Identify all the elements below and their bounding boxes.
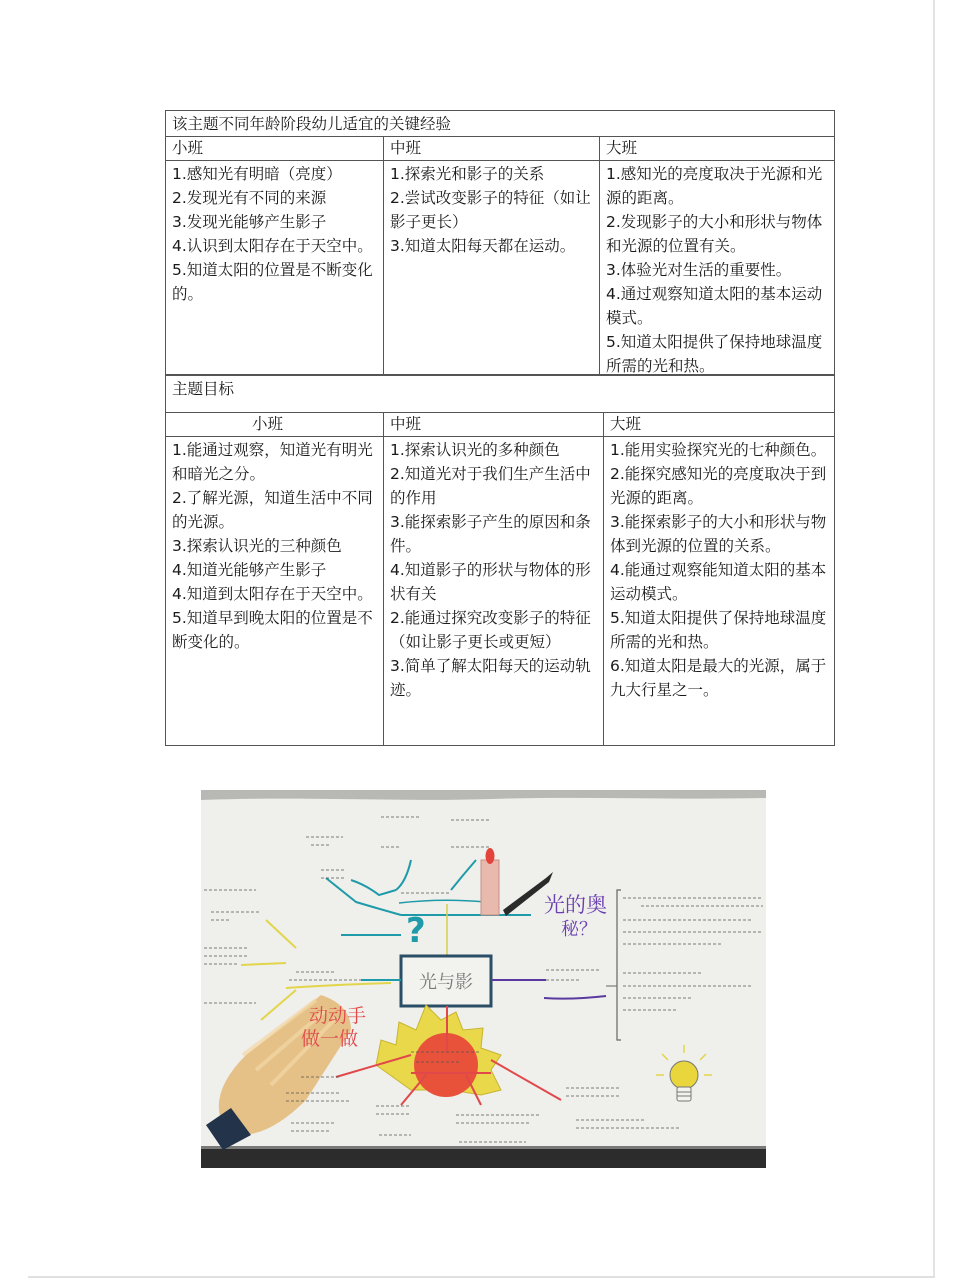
center-topic-label: 光与影: [419, 972, 473, 993]
column-header-small-class: 小班: [172, 139, 204, 157]
hands-on-heading: 动动手: [309, 1005, 367, 1027]
theme-goals-table: [165, 374, 835, 746]
list-item: 2.知道光对于我们生产生活中的作用: [390, 465, 591, 507]
column-header-large-class: 大班: [603, 413, 834, 436]
candle-drawing: [481, 860, 499, 915]
svg-text:秘？: 秘？: [561, 919, 597, 940]
list-item: 1.感知光的亮度取决于光源和光源的距离。: [606, 165, 823, 207]
list-item: 4.能通过观察能知道太阳的基本运动模式。: [610, 561, 827, 603]
list-item: 3.能探索影子的大小和形状与物体到光源的位置的关系。: [610, 513, 827, 555]
cell-small-class: [166, 437, 383, 745]
table-title: 该主题不同年龄阶段幼儿适宜的关键经验: [172, 114, 452, 133]
table-header-row: [166, 412, 834, 436]
list-item: 3.发现光能够产生影子: [172, 213, 327, 231]
list-item: 3.能探索影子产生的原因和条件。: [390, 513, 591, 555]
cell-small-class: [166, 161, 383, 375]
list-item: 2.发现光有不同的来源: [172, 189, 327, 207]
cell-middle-class: [383, 437, 603, 745]
list-item: 3.简单了解太阳每天的运动轨迹。: [390, 657, 591, 699]
cell-large-class: [603, 437, 834, 745]
list-item: 1.能通过观察，知道光有明光和暗光之分。: [172, 441, 373, 483]
list-item: 3.体验光对生活的重要性。: [606, 261, 792, 279]
list-item: 5.知道太阳的位置是不断变化的。: [172, 261, 373, 303]
column-header-middle-class: 中班: [383, 413, 603, 436]
list-item: 2.能探究感知光的亮度取决于到光源的距离。: [610, 465, 827, 507]
key-experience-table: [165, 110, 835, 376]
list-item: 4.知道影子的形状与物体的形状有关: [390, 561, 591, 603]
list-item: 1.能用实验探究光的七种颜色。: [610, 441, 827, 459]
list-item: 2.了解光源，知道生活中不同的光源。: [172, 489, 373, 531]
list-item: 4.知道光能够产生影子: [172, 561, 327, 579]
question-mark-drawing: ?: [406, 911, 426, 951]
list-item: 4.认识到太阳存在于天空中。: [172, 237, 373, 255]
page-edge: [933, 0, 935, 1277]
cell-middle-class: [383, 161, 599, 375]
list-item: 1.探索光和影子的关系: [390, 165, 545, 183]
photo-bottom-edge: [201, 1148, 766, 1168]
table-row: [166, 160, 834, 375]
svg-text:做一做: 做一做: [301, 1028, 359, 1050]
list-item: 3.知道太阳每天都在运动。: [390, 237, 576, 255]
list-item: 6.知道太阳是最大的光源，属于九大行星之一。: [610, 657, 827, 699]
list-item: 5.知道太阳提供了保持地球温度所需的光和热。: [610, 609, 827, 651]
list-item: 1.探索认识光的多种颜色: [390, 441, 560, 459]
list-item: 2.能通过探究改变影子的特征（如让影子更长或更短）: [390, 609, 591, 651]
list-item: 1.感知光有明暗（亮度）: [172, 165, 342, 183]
list-item: 3.探索认识光的三种颜色: [172, 537, 342, 555]
photo-top-edge: [201, 790, 766, 800]
table-title-row: [166, 111, 834, 136]
column-header-large-class: 大班: [599, 137, 834, 160]
light-mystery-heading: 光的奥: [544, 893, 607, 917]
table-title-row: [166, 375, 834, 412]
list-item: 2.发现影子的大小和形状与物体和光源的位置有关。: [606, 213, 823, 255]
table-title: 主题目标: [172, 380, 235, 398]
list-item: 5.知道早到晚太阳的位置是不断变化的。: [172, 609, 373, 651]
list-item: 2.尝试改变影子的特征（如让影子更长）: [390, 189, 591, 231]
list-item: 4.通过观察知道太阳的基本运动模式。: [606, 285, 823, 327]
list-item: 5.知道太阳提供了保持地球温度所需的光和热。: [606, 333, 823, 375]
cell-large-class: [599, 161, 834, 375]
mind-map-photo: [201, 790, 766, 1168]
table-header-row: [166, 136, 834, 160]
list-item: 4.知道到太阳存在于天空中。: [172, 585, 373, 603]
table-row: [166, 436, 834, 745]
column-header-small-class: 小班: [251, 415, 283, 433]
column-header-middle-class: 中班: [383, 137, 599, 160]
page-edge-bottom: [28, 1276, 935, 1278]
